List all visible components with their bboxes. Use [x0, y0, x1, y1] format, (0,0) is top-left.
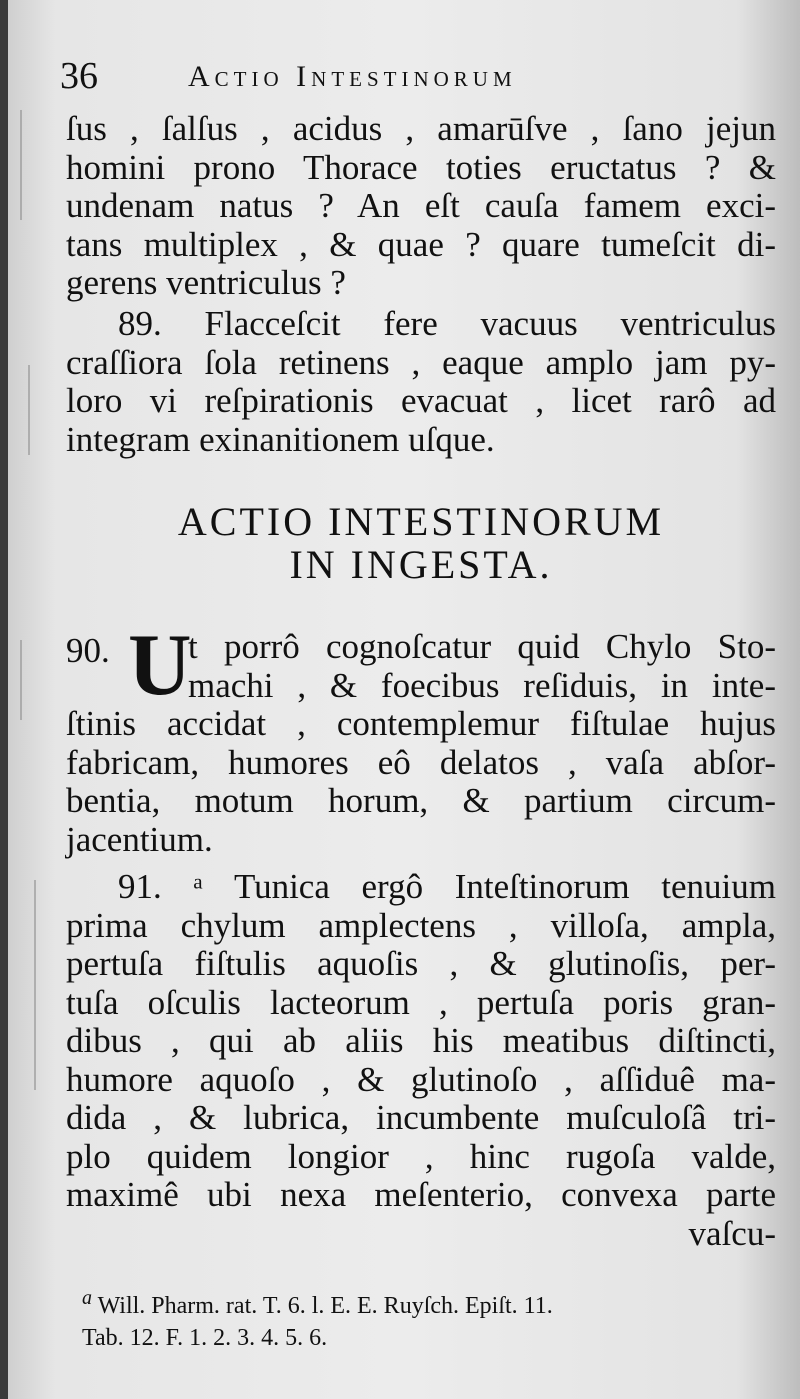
text-line: fabricam, humores eô delatos , vaſa abſor-: [66, 742, 776, 782]
text-line: homini prono Thorace toties eructatus ? &: [66, 147, 776, 187]
margin-pencil-mark: [34, 880, 36, 1090]
drop-cap-letter: U: [128, 617, 192, 714]
text-line: prima chylum amplectens , villoſa, ampla,: [66, 905, 776, 945]
text-line: bentia, motum horum, & partium circum-: [66, 781, 776, 820]
text-line: plo quidem longior , hinc rugoſa valde,: [66, 1136, 776, 1176]
text-line: ſus , ſalſus , acidus , amarūſve , ſano jejun: [66, 109, 776, 148]
text-line: jacentium.: [66, 819, 213, 859]
paragraph-number: 90.: [66, 631, 110, 670]
text-line: ſtinis accidat , contemplemur fiſtulae hujus: [66, 704, 776, 743]
text-line: tans multiplex , & quae ? quare tumeſcit di-: [66, 224, 776, 264]
text-line: 89. Flacceſcit fere vacuus ventriculus: [118, 304, 776, 343]
page-header: [60, 52, 760, 102]
catchword: vaſcu-: [688, 1213, 776, 1253]
paragraph-89: [66, 305, 776, 459]
margin-pencil-mark: [20, 640, 22, 720]
text-line: dibus , qui ab aliis his meatibus diſtincti,: [66, 1021, 776, 1060]
text-line: gerens ventriculus ?: [66, 263, 346, 302]
book-page: [8, 0, 800, 1399]
text-line: craſſiora ſola retinens , eaque amplo jam py-: [66, 342, 776, 382]
section-title: [66, 500, 776, 586]
text-line: 91. ᵃ Tunica ergô Inteſtinorum tenuium: [118, 867, 776, 906]
footnote: [82, 1282, 776, 1354]
text-line: dida , & lubrica, incumbente muſculoſâ tri-: [66, 1098, 776, 1137]
footnote-line: [82, 1282, 776, 1322]
text-line: loro vi reſpirationis evacuat , licet rarô ad: [66, 381, 776, 420]
text-line: maximê ubi nexa meſenterio, convexa parte: [66, 1175, 776, 1214]
text-line: pertuſa fiſtulis aquoſis , & glutinoſis, per-: [66, 944, 776, 983]
text-line: t porrô cognoſcatur quid Chylo Sto-: [188, 627, 776, 666]
paragraph-continuation: [66, 110, 776, 303]
text-line: machi , & foecibus reſiduis, in inte-: [188, 665, 776, 705]
running-head: Actio Intestinorum: [188, 60, 517, 93]
margin-pencil-mark: [28, 365, 30, 455]
text-line: undenam natus ? An eſt cauſa famem exci-: [66, 186, 776, 225]
margin-pencil-mark: [20, 110, 22, 220]
section-title-line: IN INGESTA.: [289, 542, 553, 587]
page-number: 36: [60, 55, 98, 97]
text-line: tuſa oſculis lacteorum , pertuſa poris gran-: [66, 982, 776, 1022]
text-line: integram exinanitionem uſque.: [66, 419, 495, 459]
footnote-marker: a: [82, 1287, 92, 1309]
footnote-text: Will. Pharm. rat. T. 6. l. E. E. Ruyſch. Epiſt. 11.: [97, 1293, 553, 1319]
paragraph-90: [66, 617, 776, 859]
text-line: humore aquoſo , & glutinoſo , aſſiduê ma-: [66, 1059, 776, 1099]
paragraph-91: [66, 868, 776, 1253]
footnote-line: Tab. 12. F. 1. 2. 3. 4. 5. 6.: [82, 1325, 328, 1351]
section-title-line: ACTIO INTESTINORUM: [177, 499, 665, 544]
